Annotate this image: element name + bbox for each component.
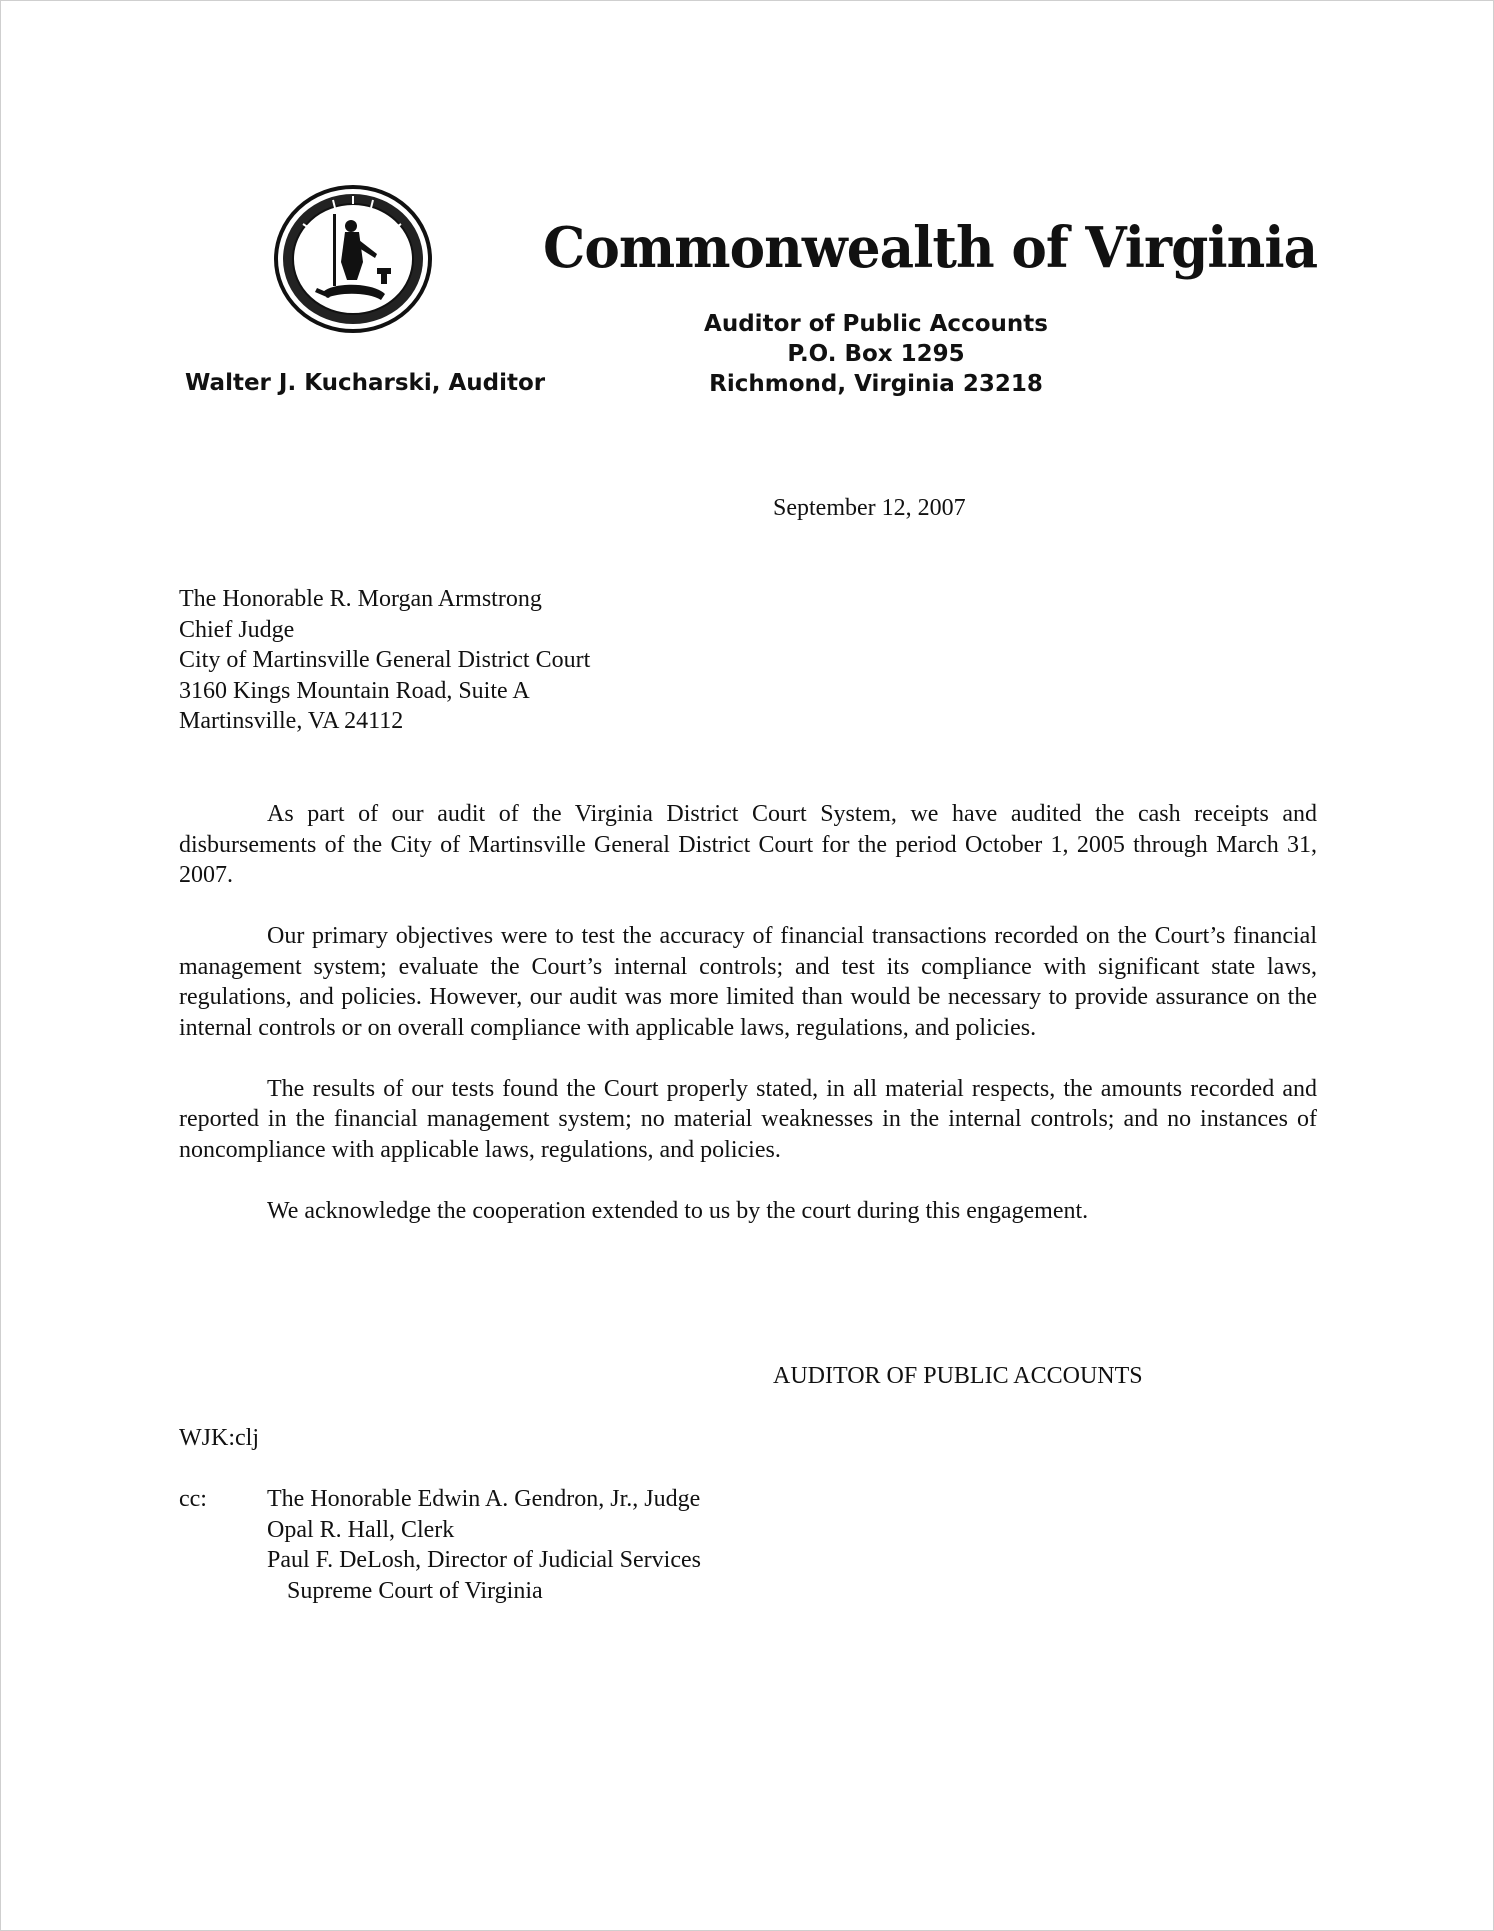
cc-label: cc: — [179, 1486, 207, 1512]
letter-body — [179, 799, 1317, 1257]
auditor-name: Walter J. Kucharski, Auditor — [185, 370, 546, 396]
paragraph-objectives: Our primary objectives were to test the accuracy of financial transactions recorded on the Court’s financial management system; evaluate the Court’s internal controls; and test its compliance with significant state laws, regulations, and policies. However, our audit was more limited than would be necessary to provide assurance on the internal controls or on overall compliance with applicable laws, regulations, and policies. — [179, 923, 1317, 1041]
virginia-state-seal-icon — [273, 184, 433, 334]
paragraph-acknowledgement: We acknowledge the cooperation extended to us by the court during this engagement. — [267, 1197, 1089, 1224]
recipient-address — [179, 584, 590, 737]
letter-date: September 12, 2007 — [773, 495, 966, 521]
cc-recipient: Supreme Court of Virginia — [287, 1577, 543, 1604]
paragraph-results: The results of our tests found the Court properly stated, in all material respects, the amounts recorded and reported in the financial management system; no material weaknesses in the internal controls; and no instances of noncompliance with applicable laws, regulations, and policies. — [179, 1075, 1317, 1163]
paragraph-audit-scope: As part of our audit of the Virginia District Court System, we have audited the cash receipts and disbursements of the City of Martinsville General District Court for the period October 1, 2005 through March 31, 2007. — [179, 801, 1317, 888]
cc-recipient: Paul F. DeLosh, Director of Judicial Services — [267, 1547, 701, 1573]
cc-recipient: The Honorable Edwin A. Gendron, Jr., Judge — [267, 1486, 701, 1512]
letterhead-title: Commonwealth of Virginia — [543, 215, 1318, 281]
cc-recipient: Opal R. Hall, Clerk — [267, 1516, 455, 1543]
office-city: Richmond, Virginia 23218 — [709, 371, 1043, 397]
cc-recipient-list — [267, 1484, 701, 1606]
recipient-title: Chief Judge — [179, 616, 295, 643]
office-name: Auditor of Public Accounts — [704, 311, 1048, 337]
recipient-name: The Honorable R. Morgan Armstrong — [179, 586, 542, 612]
signature-block: AUDITOR OF PUBLIC ACCOUNTS — [773, 1363, 1143, 1389]
recipient-court: City of Martinsville General District Court — [179, 647, 591, 673]
recipient-city: Martinsville, VA 24112 — [179, 708, 404, 734]
recipient-street: 3160 Kings Mountain Road, Suite A — [179, 677, 530, 704]
office-po-box: P.O. Box 1295 — [787, 341, 965, 367]
office-address-block — [601, 309, 1151, 399]
typist-initials: WJK:clj — [179, 1425, 259, 1451]
